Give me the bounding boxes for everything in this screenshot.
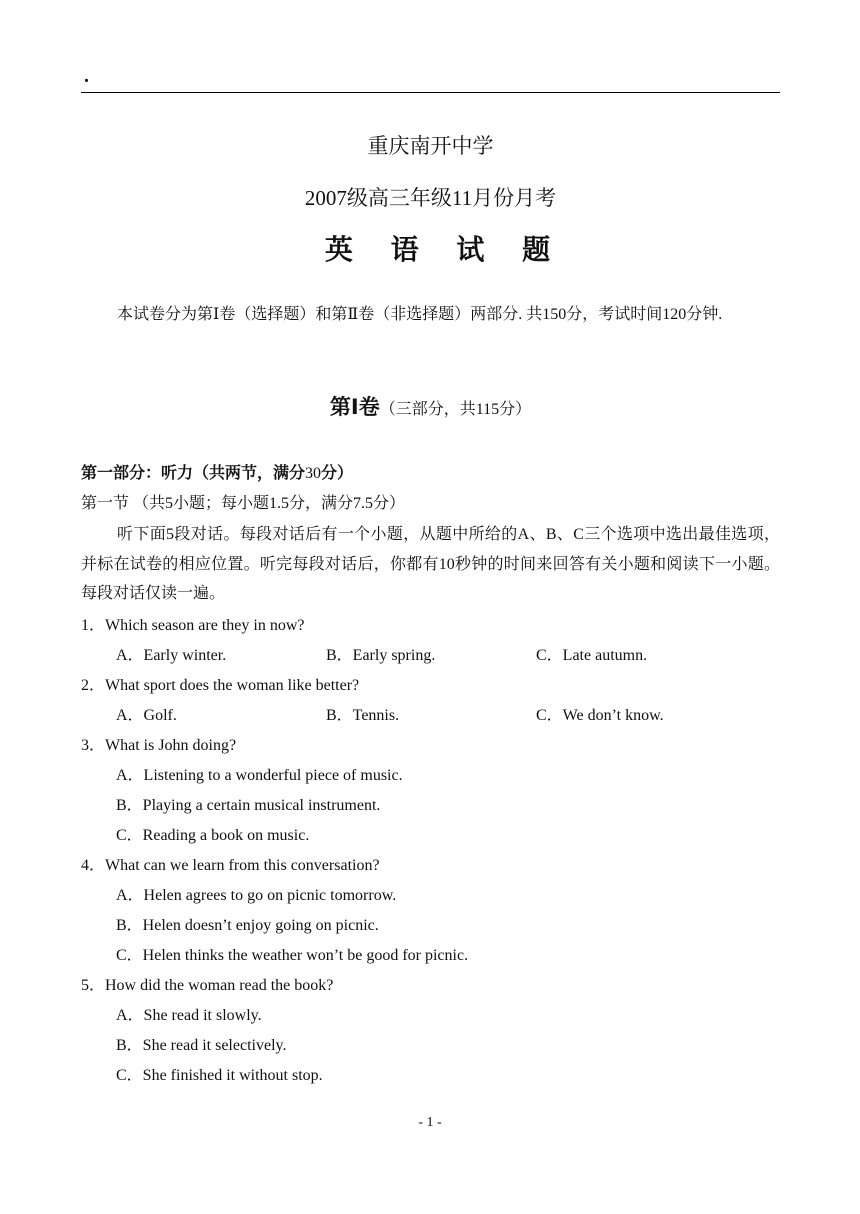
exam-title: 2007级高三年级11月份月考 <box>304 186 557 210</box>
question-4-option-a: A．Helen agrees to go on picnic tomorrow. <box>116 887 397 904</box>
question-1-option-b: B．Early spring. <box>326 647 436 664</box>
subject-title: 英 语 试 题 <box>324 233 565 266</box>
question-3-option-c: C．Reading a book on music. <box>116 827 310 844</box>
volume-note: （三部分，共115分） <box>379 401 532 418</box>
part1-title-num: 30 <box>305 465 322 482</box>
header-rule <box>81 92 780 93</box>
question-2-option-c: C．We don’t know. <box>536 707 664 724</box>
listening-instructions: 听下面5段对话。每段对话后有一个小题，从题中所给的A、B、C三个选项中选出最佳选项，并标在试卷的相应位置。听完每段对话后，你都有10秒钟的时间来回答有关小题和阅读下一小题。每段对话仅读一遍。 <box>81 526 780 602</box>
question-5-option-b: B．She read it selectively. <box>116 1037 287 1054</box>
question-5-option-c: C．She finished it without stop. <box>116 1067 323 1084</box>
question-4-option-c: C．Helen thinks the weather won’t be good for picnic. <box>116 947 469 964</box>
question-5-option-a: A．She read it slowly. <box>116 1007 262 1024</box>
school-name: 重庆南开中学 <box>367 134 494 158</box>
part1-title-prefix: 第一部分：听力（共两节，满分 <box>81 465 306 482</box>
volume-label: 第Ⅰ卷 <box>329 395 380 419</box>
question-3-stem: 3．What is John doing? <box>81 737 237 754</box>
part1-title <box>81 462 353 486</box>
header-mark: . <box>84 65 89 87</box>
question-4-stem: 4．What can we learn from this conversation? <box>81 857 380 874</box>
question-2-stem: 2．What sport does the woman like better? <box>81 677 360 694</box>
question-1-option-a: A．Early winter. <box>116 647 227 664</box>
part1-title-suffix: 分） <box>321 465 354 482</box>
question-3-option-b: B．Playing a certain musical instrument. <box>116 797 381 814</box>
question-3-option-a: A．Listening to a wonderful piece of music. <box>116 767 403 784</box>
question-2-option-b: B．Tennis. <box>326 707 400 724</box>
volume-heading <box>81 392 780 425</box>
intro-paragraph: 本试卷分为第Ⅰ卷（选择题）和第Ⅱ卷（非选择题）两部分. 共150分，考试时间120分钟. <box>117 306 723 323</box>
page-number: - 1 - <box>418 1115 442 1130</box>
section1-title: 第一节 （共5小题；每小题1.5分，满分7.5分） <box>81 495 406 512</box>
question-1-option-c: C．Late autumn. <box>536 647 648 664</box>
question-5-stem: 5．How did the woman read the book? <box>81 977 334 994</box>
question-2-option-a: A．Golf. <box>116 707 177 724</box>
question-4-option-b: B．Helen doesn’t enjoy going on picnic. <box>116 917 379 934</box>
question-1-stem: 1．Which season are they in now? <box>81 617 305 634</box>
